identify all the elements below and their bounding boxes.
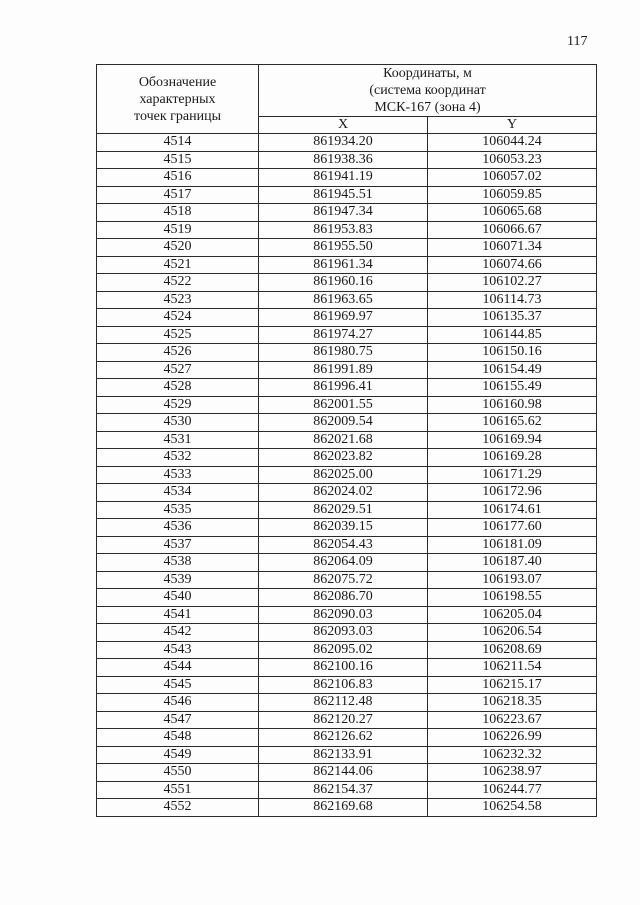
y-coordinate-cell: 106172.96 [428,484,597,502]
table-row [97,764,597,782]
point-id-cell: 4541 [97,606,259,624]
y-coordinate-cell: 106187.40 [428,554,597,572]
point-id-cell: 4543 [97,641,259,659]
y-coordinate-cell: 106174.61 [428,501,597,519]
y-coordinate-cell: 106071.34 [428,239,597,257]
y-coordinate-cell: 106102.27 [428,274,597,292]
y-coordinate-cell: 106155.49 [428,379,597,397]
point-id-cell: 4550 [97,764,259,782]
x-coordinate-cell: 862154.37 [259,781,428,799]
x-coordinate-cell: 862144.06 [259,764,428,782]
table-row [97,711,597,729]
point-id-cell: 4536 [97,519,259,537]
point-id-cell: 4520 [97,239,259,257]
point-id-cell: 4552 [97,799,259,817]
point-id-cell: 4516 [97,169,259,187]
point-id-cell: 4534 [97,484,259,502]
point-id-cell: 4547 [97,711,259,729]
x-coordinate-cell: 862021.68 [259,431,428,449]
point-id-cell: 4540 [97,589,259,607]
x-coordinate-cell: 862064.09 [259,554,428,572]
x-coordinate-cell: 861996.41 [259,379,428,397]
table-row [97,186,597,204]
table-row [97,466,597,484]
point-id-cell: 4526 [97,344,259,362]
y-coordinate-cell: 106144.85 [428,326,597,344]
table-row [97,659,597,677]
x-coordinate-cell: 862100.16 [259,659,428,677]
table-row [97,361,597,379]
y-coordinate-cell: 106177.60 [428,519,597,537]
x-coordinate-cell: 862112.48 [259,694,428,712]
x-coordinate-cell: 861991.89 [259,361,428,379]
header-coords-line-1: Координаты, м [383,66,472,81]
table-row [97,676,597,694]
point-id-cell: 4546 [97,694,259,712]
x-coordinate-cell: 862095.02 [259,641,428,659]
x-coordinate-cell: 862090.03 [259,606,428,624]
x-coordinate-cell: 862029.51 [259,501,428,519]
table-row [97,694,597,712]
table-row [97,344,597,362]
table-row [97,519,597,537]
table-row [97,729,597,747]
y-coordinate-cell: 106244.77 [428,781,597,799]
y-coordinate-cell: 106208.69 [428,641,597,659]
table-row [97,606,597,624]
page-number: 117 [567,34,588,49]
y-coordinate-cell: 106160.98 [428,396,597,414]
x-coordinate-cell: 861963.65 [259,291,428,309]
point-id-cell: 4523 [97,291,259,309]
point-id-cell: 4533 [97,466,259,484]
table-row [97,449,597,467]
y-coordinate-cell: 106211.54 [428,659,597,677]
table-row [97,414,597,432]
y-coordinate-cell: 106254.58 [428,799,597,817]
y-coordinate-cell: 106135.37 [428,309,597,327]
header-coords-line-2: (система координат [369,83,486,98]
y-coordinate-cell: 106044.24 [428,134,597,152]
x-coordinate-cell: 862023.82 [259,449,428,467]
point-id-cell: 4542 [97,624,259,642]
x-coordinate-cell: 862054.43 [259,536,428,554]
point-id-cell: 4548 [97,729,259,747]
table-row [97,239,597,257]
coordinates-table [96,64,597,817]
table-row [97,484,597,502]
y-coordinate-cell: 106206.54 [428,624,597,642]
table-row [97,134,597,152]
x-coordinate-cell: 862169.68 [259,799,428,817]
header-point-line-3: точек границы [134,108,221,124]
table-row [97,204,597,222]
point-id-cell: 4551 [97,781,259,799]
point-id-cell: 4517 [97,186,259,204]
point-id-cell: 4538 [97,554,259,572]
point-id-cell: 4549 [97,746,259,764]
y-coordinate-cell: 106169.28 [428,449,597,467]
point-id-cell: 4539 [97,571,259,589]
point-id-cell: 4521 [97,256,259,274]
table-row [97,309,597,327]
point-id-cell: 4529 [97,396,259,414]
x-coordinate-cell: 861947.34 [259,204,428,222]
x-coordinate-cell: 862001.55 [259,396,428,414]
y-coordinate-cell: 106232.32 [428,746,597,764]
x-coordinate-cell: 862126.62 [259,729,428,747]
point-id-cell: 4528 [97,379,259,397]
point-id-cell: 4544 [97,659,259,677]
table-row [97,151,597,169]
y-coordinate-cell: 106114.73 [428,291,597,309]
y-coordinate-cell: 106198.55 [428,589,597,607]
header-point-line-1: Обозначение [138,74,217,90]
point-id-cell: 4515 [97,151,259,169]
table-row [97,291,597,309]
x-coordinate-cell: 862133.91 [259,746,428,764]
x-coordinate-cell: 862086.70 [259,589,428,607]
header-x: X [259,117,428,134]
table-row [97,624,597,642]
x-coordinate-cell: 861934.20 [259,134,428,152]
x-coordinate-cell: 861945.51 [259,186,428,204]
y-coordinate-cell: 106150.16 [428,344,597,362]
x-coordinate-cell: 861955.50 [259,239,428,257]
point-id-cell: 4530 [97,414,259,432]
y-coordinate-cell: 106223.67 [428,711,597,729]
table-row [97,501,597,519]
point-id-cell: 4537 [97,536,259,554]
y-coordinate-cell: 106065.68 [428,204,597,222]
x-coordinate-cell: 862093.03 [259,624,428,642]
y-coordinate-cell: 106169.94 [428,431,597,449]
table-row [97,781,597,799]
x-coordinate-cell: 861960.16 [259,274,428,292]
header-coordinates [259,65,597,117]
y-coordinate-cell: 106205.04 [428,606,597,624]
table-row [97,746,597,764]
y-coordinate-cell: 106193.07 [428,571,597,589]
table-row [97,589,597,607]
y-coordinate-cell: 106171.29 [428,466,597,484]
table-row [97,554,597,572]
table-row [97,379,597,397]
y-coordinate-cell: 106074.66 [428,256,597,274]
x-coordinate-cell: 862025.00 [259,466,428,484]
table-row [97,536,597,554]
point-id-cell: 4525 [97,326,259,344]
x-coordinate-cell: 862120.27 [259,711,428,729]
x-coordinate-cell: 862106.83 [259,676,428,694]
point-id-cell: 4518 [97,204,259,222]
table-row [97,641,597,659]
x-coordinate-cell: 861969.97 [259,309,428,327]
table-row [97,169,597,187]
y-coordinate-cell: 106066.67 [428,221,597,239]
coordinates-body [97,134,597,817]
header-point-designation [97,65,259,134]
table-row [97,274,597,292]
y-coordinate-cell: 106181.09 [428,536,597,554]
point-id-cell: 4514 [97,134,259,152]
table-row [97,799,597,817]
point-id-cell: 4535 [97,501,259,519]
point-id-cell: 4531 [97,431,259,449]
x-coordinate-cell: 862024.02 [259,484,428,502]
x-coordinate-cell: 862009.54 [259,414,428,432]
y-coordinate-cell: 106165.62 [428,414,597,432]
header-y: Y [428,117,597,134]
x-coordinate-cell: 861974.27 [259,326,428,344]
x-coordinate-cell: 861938.36 [259,151,428,169]
point-id-cell: 4522 [97,274,259,292]
table-row [97,221,597,239]
y-coordinate-cell: 106215.17 [428,676,597,694]
x-coordinate-cell: 862039.15 [259,519,428,537]
y-coordinate-cell: 106226.99 [428,729,597,747]
point-id-cell: 4519 [97,221,259,239]
x-coordinate-cell: 861953.83 [259,221,428,239]
table-row [97,326,597,344]
y-coordinate-cell: 106154.49 [428,361,597,379]
header-coords-line-3: МСК-167 (зона 4) [374,100,481,115]
table-row [97,396,597,414]
x-coordinate-cell: 862075.72 [259,571,428,589]
point-id-cell: 4524 [97,309,259,327]
y-coordinate-cell: 106053.23 [428,151,597,169]
y-coordinate-cell: 106218.35 [428,694,597,712]
point-id-cell: 4545 [97,676,259,694]
y-coordinate-cell: 106059.85 [428,186,597,204]
point-id-cell: 4532 [97,449,259,467]
x-coordinate-cell: 861980.75 [259,344,428,362]
y-coordinate-cell: 106238.97 [428,764,597,782]
x-coordinate-cell: 861941.19 [259,169,428,187]
table-row [97,571,597,589]
header-point-line-2: характерных [139,91,216,107]
point-id-cell: 4527 [97,361,259,379]
y-coordinate-cell: 106057.02 [428,169,597,187]
x-coordinate-cell: 861961.34 [259,256,428,274]
table-row [97,431,597,449]
table-row [97,256,597,274]
